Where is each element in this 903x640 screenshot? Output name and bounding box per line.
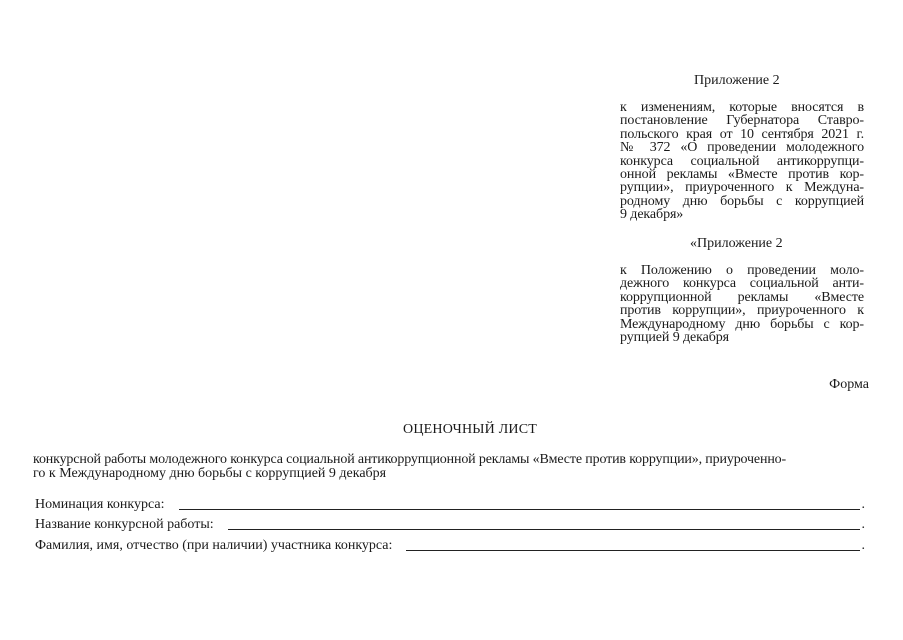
field-period: . bbox=[861, 538, 865, 553]
nomination-label: Номинация конкурса: bbox=[35, 497, 165, 512]
regulation-line: дежного конкурса социальной анти- bbox=[620, 276, 864, 292]
field-period: . bbox=[861, 517, 865, 532]
intro-text bbox=[33, 453, 865, 481]
intro-line: конкурсной работы молодежного конкурса социальной антикоррупционной рекламы «Вместе против коррупции», приуроченно- bbox=[33, 452, 787, 467]
work-title-field[interactable] bbox=[35, 515, 865, 533]
participant-name-label: Фамилия, имя, отчество (при наличии) участника конкурса: bbox=[35, 538, 393, 553]
nomination-field[interactable] bbox=[35, 495, 865, 513]
amendment-line: постановление Губернатора Ставро- bbox=[620, 113, 864, 129]
amendment-line: к изменениям, которые вносятся в bbox=[620, 100, 864, 115]
regulation-reference bbox=[620, 264, 864, 344]
sheet-title: ОЦЕНОЧНЫЙ ЛИСТ bbox=[403, 422, 537, 437]
amendment-line: онной рекламы «Вместе против кор- bbox=[620, 166, 864, 182]
appendix-title: Приложение 2 bbox=[694, 73, 780, 88]
intro-line: го к Международному дню борьбы с коррупцией 9 декабря bbox=[33, 466, 387, 481]
amendment-line: рупции», приуроченного к Междуна- bbox=[620, 180, 864, 196]
amendment-line: родному дню борьбы с коррупцией bbox=[620, 193, 864, 209]
regulation-appendix-title: «Приложение 2 bbox=[690, 236, 783, 251]
regulation-line: коррупционной рекламы «Вместе bbox=[620, 289, 864, 305]
regulation-line: против коррупции», приуроченного к bbox=[620, 303, 864, 319]
amendment-line: конкурса социальной антикоррупци- bbox=[620, 153, 864, 169]
amendment-line: 9 декабря» bbox=[620, 207, 684, 223]
participant-name-blank-line[interactable] bbox=[406, 537, 859, 551]
form-label: Форма bbox=[829, 377, 869, 392]
regulation-line: к Положению о проведении моло- bbox=[620, 263, 864, 278]
field-period: . bbox=[861, 497, 865, 512]
amendment-line: № 372 «О проведении молодежного bbox=[620, 140, 864, 156]
regulation-line: рупцией 9 декабря bbox=[620, 329, 730, 345]
amendment-line: польского края от 10 сентября 2021 г. bbox=[620, 126, 864, 142]
work-title-label: Название конкурсной работы: bbox=[35, 517, 214, 532]
nomination-blank-line[interactable] bbox=[179, 496, 860, 510]
amendment-reference bbox=[620, 101, 864, 222]
regulation-line: Международному дню борьбы с кор- bbox=[620, 316, 864, 332]
work-title-blank-line[interactable] bbox=[228, 516, 860, 530]
participant-name-field[interactable] bbox=[35, 536, 865, 554]
